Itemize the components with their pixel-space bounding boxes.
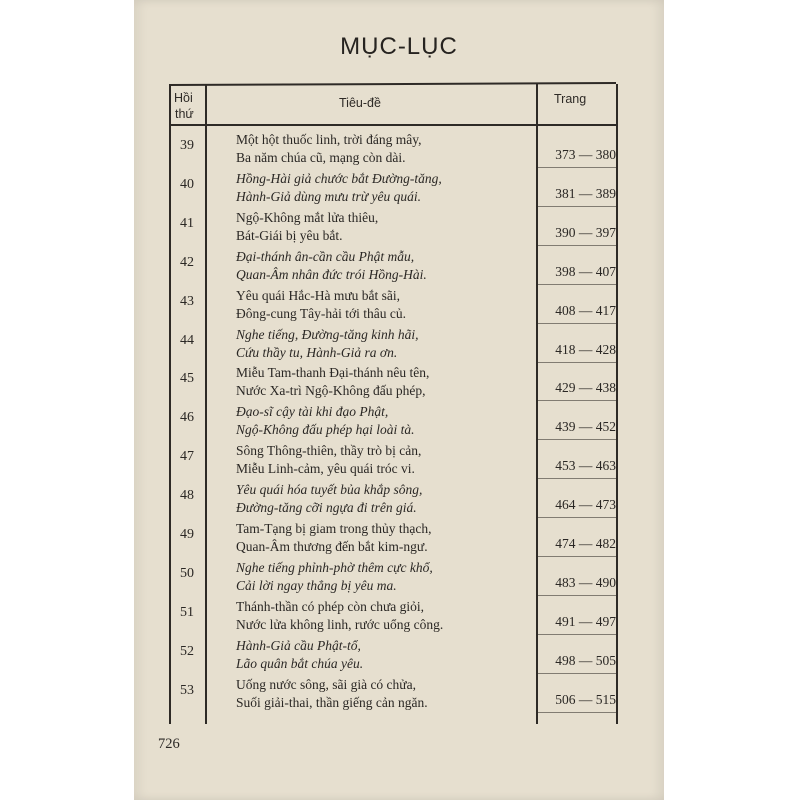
row-separator <box>536 673 616 674</box>
page-range: 390 — 397 <box>555 224 616 240</box>
row-separator <box>536 478 616 479</box>
chapter-title-line2: Quan-Âm nhân đức trói Hồng-Hài. <box>236 266 427 282</box>
row-separator <box>536 517 616 518</box>
chapter-title-line1: Thánh-thần có phép còn chưa giỏi, <box>236 598 425 614</box>
page-range: 381 — 389 <box>555 185 616 201</box>
chapter-number: 44 <box>180 332 194 348</box>
chapter-title-line1: Đạo-sĩ cậy tài khi đạo Phật, <box>236 404 389 420</box>
chapter-title-line1: Hành-Giả cầu Phật-tổ, <box>236 637 361 653</box>
chapter-number: 53 <box>180 682 194 698</box>
page-title: MỤC-LỤC <box>340 33 458 60</box>
chapter-title-line1: Một hột thuốc linh, trời đáng mây, <box>236 132 422 147</box>
chapter-title-line2: Hành-Giả dùng mưu trừ yêu quái. <box>236 188 421 204</box>
chapter-number: 45 <box>180 371 194 387</box>
header-chapter-line2: thứ <box>175 107 194 121</box>
chapter-title-line1: Nghe tiếng, Đường-tăng kinh hãi, <box>236 326 419 342</box>
chapter-number: 39 <box>180 138 194 153</box>
row-separator <box>536 245 616 246</box>
chapter-number: 47 <box>180 449 194 465</box>
page-range: 483 — 490 <box>555 574 616 590</box>
header-pages: Trang <box>554 92 587 106</box>
page-number: 726 <box>158 736 180 752</box>
chapter-number: 48 <box>180 488 194 504</box>
chapter-title-line2: Quan-Âm thương đến bắt kim-ngư. <box>236 539 428 554</box>
row-separator <box>536 439 616 440</box>
chapter-number: 52 <box>180 643 194 659</box>
row-separator <box>536 167 616 168</box>
table-right-border <box>616 84 618 724</box>
chapter-number: 49 <box>180 527 194 542</box>
row-separator <box>536 362 616 363</box>
chapter-title-line2: Cứu thầy tu, Hành-Giả ra ơn. <box>236 344 398 360</box>
header-chapter-line1: Hồi <box>174 91 193 105</box>
row-separator <box>536 556 616 557</box>
chapter-title-line1: Hồng-Hài giả chước bắt Đường-tăng, <box>236 170 442 186</box>
page-range: 439 — 452 <box>555 419 616 435</box>
chapter-number: 42 <box>180 254 194 270</box>
page-range: 418 — 428 <box>555 341 616 357</box>
page-range: 453 — 463 <box>555 458 616 474</box>
chapter-number: 51 <box>180 604 194 620</box>
chapter-title-line2: Nước lửa không linh, rước uổng công. <box>236 616 444 632</box>
chapter-title-line2: Miễu Linh-cảm, yêu quái tróc vi. <box>236 461 415 477</box>
page-range: 429 — 438 <box>555 380 616 396</box>
chapter-title-line2: Ba năm chúa cũ, mạng còn dài. <box>236 150 406 165</box>
page-range: 474 — 482 <box>555 536 616 551</box>
row-separator <box>536 595 616 596</box>
row-separator <box>536 323 616 324</box>
row-separator <box>536 712 616 713</box>
header-title: Tiêu-đề <box>339 96 381 110</box>
chapter-number: 46 <box>180 410 194 426</box>
chapter-title-line2: Đường-tăng cỡi ngựa đi trên giá. <box>236 500 417 516</box>
page-range: 408 — 417 <box>555 302 616 318</box>
chapter-number: 40 <box>180 176 194 192</box>
chapter-number: 50 <box>180 565 194 581</box>
chapter-title-line2: Nước Xa-trì Ngộ-Không đấu phép, <box>236 383 426 399</box>
header-bottom-rule <box>169 124 616 126</box>
table-top-rule <box>169 82 616 86</box>
row-separator <box>536 284 616 285</box>
chapter-title-line1: Yêu quái hóa tuyết bủa khắp sông, <box>236 482 423 498</box>
chapter-title-line2: Đông-cung Tây-hải tới thâu củ. <box>236 305 406 321</box>
chapter-title-line2: Cải lời ngay thẳng bị yêu ma. <box>236 577 397 593</box>
page-range: 398 — 407 <box>555 263 616 279</box>
column-divider-left <box>205 84 207 724</box>
page-range: 491 — 497 <box>555 613 616 629</box>
chapter-title-line2: Ngộ-Không đấu phép hại loài tà. <box>236 422 415 438</box>
chapter-title-line2: Bát-Giái bị yêu bắt. <box>236 227 343 243</box>
chapter-title-line1: Nghe tiếng phỉnh-phờ thêm cực khổ, <box>236 559 433 575</box>
chapter-title-line1: Đại-thánh ân-cần cầu Phật mẫu, <box>236 248 415 264</box>
page-range: 373 — 380 <box>555 147 616 162</box>
chapter-number: 43 <box>180 293 194 309</box>
chapter-title-line1: Uống nước sông, sãi già có chửa, <box>236 676 416 692</box>
chapter-title-line2: Lão quân bắt chúa yêu. <box>236 655 364 671</box>
row-separator <box>536 206 616 207</box>
chapter-number: 41 <box>180 215 194 231</box>
chapter-title-line1: Miễu Tam-thanh Đại-thánh nêu tên, <box>236 365 430 381</box>
page-range: 464 — 473 <box>555 497 616 513</box>
book-page <box>134 0 664 800</box>
chapter-title-line1: Yêu quái Hắc-Hà mưu bắt sãi, <box>236 287 401 303</box>
page-range: 506 — 515 <box>555 691 616 707</box>
chapter-title-line1: Tam-Tạng bị giam trong thủy thạch, <box>236 521 432 536</box>
chapter-title-line1: Ngộ-Không mắt lửa thiêu, <box>236 209 379 225</box>
row-separator <box>536 400 616 401</box>
page-range: 498 — 505 <box>555 652 616 668</box>
chapter-title-line1: Sông Thông-thiên, thầy trò bị cản, <box>236 443 422 459</box>
row-separator <box>536 634 616 635</box>
chapter-title-line2: Suối giải-thai, thần giếng cản ngăn. <box>236 694 428 710</box>
